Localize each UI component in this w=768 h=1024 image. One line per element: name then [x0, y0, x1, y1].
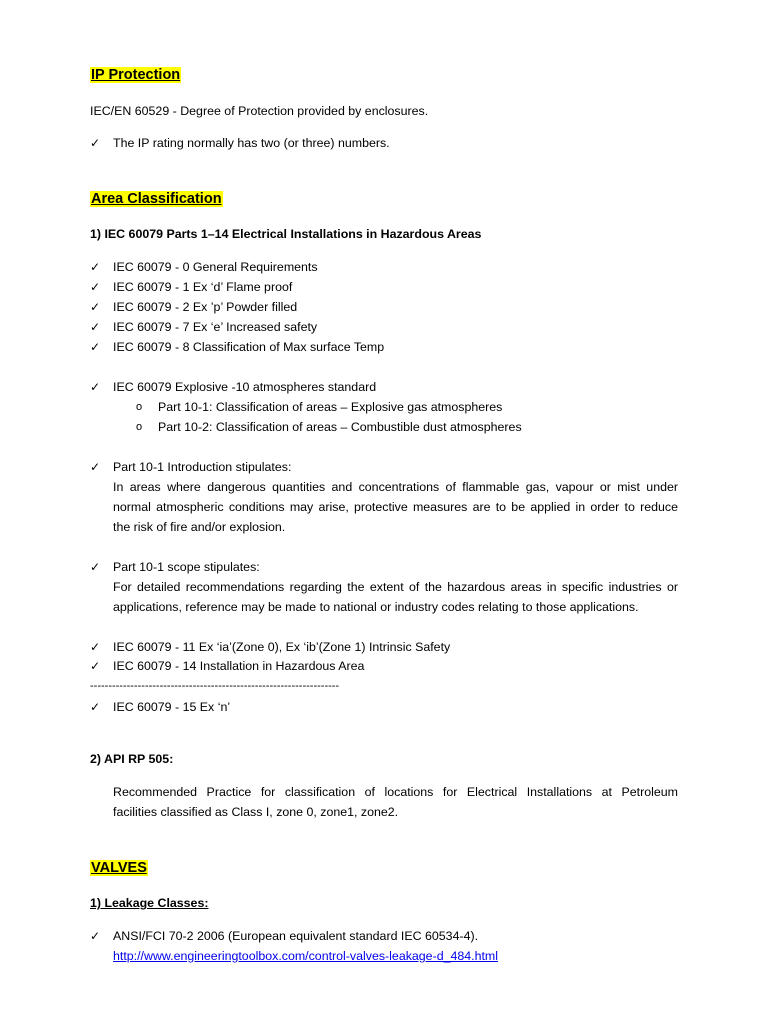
iec-list-item: IEC 60079 - 14 Installation in Hazardous Area	[113, 659, 365, 673]
leakage-classes-subheading: 1) Leakage Classes:	[90, 896, 209, 910]
iec-list-item: IEC 60079 - 1 Ex ‘d’ Flame proof	[113, 280, 293, 294]
intro-label: Part 10-1 Introduction stipulates:	[113, 460, 292, 474]
iec-list-item: IEC 60079 - 15 Ex ‘n’	[113, 700, 231, 714]
area-classification-heading	[90, 189, 223, 209]
intro-line: normal atmospheric conditions may arise, protective measures are to be applied in order to reduce	[113, 500, 678, 514]
iec-list-item: IEC 60079 - 11 Ex ‘ia’(Zone 0), Ex ‘ib’(Zone 1) Intrinsic Safety	[113, 640, 451, 654]
scope-line: For detailed recommendations regarding the extent of the hazardous areas in specific industries or	[113, 580, 678, 594]
api-paragraph	[113, 782, 678, 822]
check-icon: ✓	[90, 929, 101, 943]
ip-standard-line: IEC/EN 60529 - Degree of Protection provided by enclosures.	[90, 104, 429, 118]
circle-bullet-icon: o	[136, 401, 143, 413]
iec-list-item: IEC 60079 - 7 Ex ‘e’ Increased safety	[113, 320, 318, 334]
check-icon: ✓	[90, 280, 101, 294]
check-icon: ✓	[90, 340, 101, 354]
intro-line: In areas where dangerous quantities and concentrations of flammable gas, vapour or mist under	[113, 480, 678, 494]
iec-list-item: IEC 60079 - 2 Ex ’p’ Powder filled	[113, 300, 298, 314]
iec-list-item: IEC 60079 - 8 Classification of Max surface Temp	[113, 340, 385, 354]
part-10-2-item: Part 10-2: Classification of areas – Combustible dust atmospheres	[158, 420, 522, 434]
scope-paragraph	[113, 577, 678, 617]
ip-protection-heading-text: IP Protection	[91, 67, 181, 83]
check-icon: ✓	[90, 659, 101, 673]
scope-line: applications, reference may be made to national or industry codes relating to those applications.	[113, 600, 639, 614]
iec-list-item: IEC 60079 - 0 General Requirements	[113, 260, 318, 274]
intro-paragraph	[113, 477, 678, 537]
check-icon: ✓	[90, 380, 101, 394]
check-icon: ✓	[90, 260, 101, 274]
part-10-1-item: Part 10-1: Classification of areas – Explosive gas atmospheres	[158, 400, 503, 414]
api-line: facilities classified as Class I, zone 0, zone1, zone2.	[113, 805, 399, 819]
dashed-divider: --------------------------------------------------------------------	[90, 680, 340, 692]
check-icon: ✓	[90, 460, 101, 474]
ip-rating-bullet: The IP rating normally has two (or three) numbers.	[113, 136, 390, 150]
valves-heading-text: VALVES	[91, 860, 147, 876]
ansi-fci-item: ANSI/FCI 70-2 2006 (European equivalent standard IEC 60534-4).	[113, 929, 479, 943]
iec-60079-subheading: 1) IEC 60079 Parts 1–14 Electrical Installations in Hazardous Areas	[90, 227, 482, 241]
check-icon: ✓	[90, 700, 101, 714]
circle-bullet-icon: o	[136, 421, 143, 433]
api-rp-505-subheading: 2) API RP 505:	[90, 752, 174, 766]
check-icon: ✓	[90, 300, 101, 314]
area-classification-heading-text: Area Classification	[91, 191, 222, 207]
api-line: Recommended Practice for classification of locations for Electrical Installations at Petroleum	[113, 785, 678, 799]
check-icon: ✓	[90, 640, 101, 654]
engineering-toolbox-link[interactable]: http://www.engineeringtoolbox.com/control-valves-leakage-d_484.html	[113, 949, 499, 963]
explosive-atmospheres-item: IEC 60079 Explosive -10 atmospheres standard	[113, 380, 377, 394]
intro-line: the risk of fire and/or explosion.	[113, 520, 286, 534]
scope-label: Part 10-1 scope stipulates:	[113, 560, 260, 574]
ip-protection-heading	[90, 65, 181, 85]
valves-heading	[90, 858, 148, 878]
check-icon: ✓	[90, 136, 101, 150]
check-icon: ✓	[90, 320, 101, 334]
check-icon: ✓	[90, 560, 101, 574]
